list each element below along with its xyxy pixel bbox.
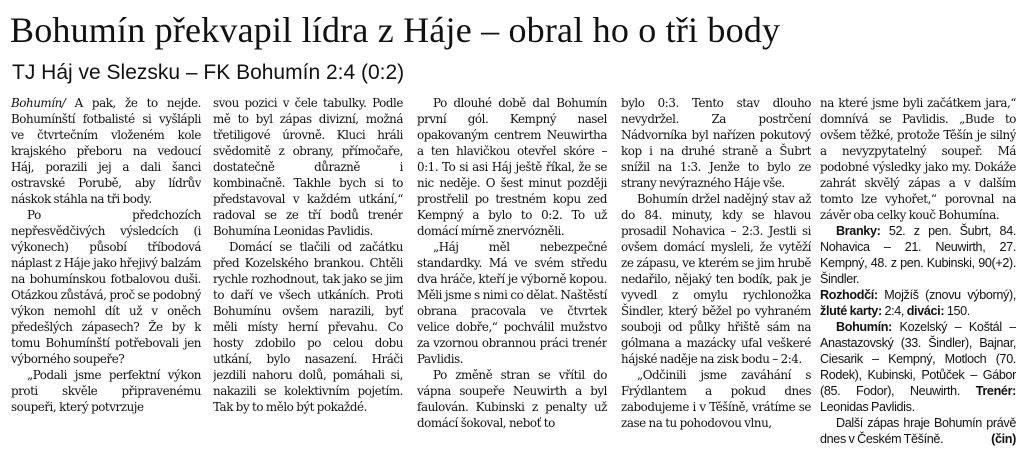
paragraph: Domácí se tlačili od začátku před Kozelského brankou. Chtěli rychle rozhodnout, tak jako se jim to daří ve všech utkáních. Proti Bohumínu ovšem narazili, byť měli místy herní převahu. Co hosty zdobilo po celou dobu utkání, bylo nasazení. Hráči jezdili nahoru dolů, pomáhali si, nakazili se kolektivním pojetím. Tak by to mělo být pokaždé. (213, 240, 403, 414)
match-facts-goals (820, 223, 1016, 287)
paragraph: Po předchozích nepřesvědčivých výsledcích (i výkonech) působí tříbodová náplast z Háje jako hřejivý balzám na bohumínskou fotbalovou duši. Otázkou zůstává, proč se podobný výkon nemohl dít už v oněch předešlých zápasech? Že by k tomu Bohumínští potřebovali jen výborného soupeře? (11, 208, 201, 366)
coach-label: Trenér: (975, 384, 1016, 398)
paragraph-text: A pak, že to nejde. Bohumínští fotbalisté si vyšlápli ve čtvrtečním vloženém kole krajského přeboru na vedoucí Háj, porazili jej a dali šanci ostravské Porubě, aby lídrův náskok stáhla na tři body. (11, 96, 201, 206)
coach-text: Leonidas Pavlidis. (820, 400, 915, 414)
referee-label: Rozhodčí: (820, 288, 878, 302)
lineup-label: Bohumín: (836, 320, 892, 334)
paragraph: bylo 0:3. Tento stav dlouho nevydržel. Za postrčení Nádvorníka byl nařízen pokutový kop i na druhé straně a Šubrt snížil na 1:3. Jenže to bylo ze strany nevýrazného Háje vše. (621, 96, 811, 190)
match-facts-officials (820, 287, 1016, 319)
paragraph (11, 95, 201, 207)
cards-text: 2:4, (881, 304, 905, 318)
paragraph: svou pozici v čele tabulky. Podle mě to byl zápas divizní, možná třetiligové úrovně. Kluci hráli svědomitě z obrany, přímočaře, dostatečně důrazně i kombinačně. Takhle bych si to představoval v každém utkání,“ radoval se ze tří bodů trenér Bohumína Leonidas Pavlidis. (213, 96, 403, 238)
spectators-text: 150. (944, 304, 970, 318)
article-headline: Bohumín překvapil lídra z Háje – obral ho o tři body (10, 10, 781, 50)
article-column-4 (621, 95, 811, 451)
author-signature: (čin) (991, 432, 1016, 446)
paragraph: Po dlouhé době dal Bohumín první gól. Kempný nasel opakovaným centrem Neuwirtha a ten hlavičkou otevřel skóre – 0:1. To si asi Háj ještě říkal, že se nic neděje. O šest minut později prostřelil po trestném kopu zeď Kempný a bylo to 0:2. To už domácí mírně znervózněli. (417, 96, 607, 238)
paragraph: „Odčinili jsme zaváhání s Frýdlantem a pokud dnes zabodujeme i v Těšíně, vrátíme se zase na tu pohodovou vlnu, (621, 368, 811, 430)
lineup-text: Kozelský – Koštál – Anastazovský (33. Šindler), Bajnar, Ciesarik – Kempný, Motloch (70. Rodek), Kubinski, Potůček – Gábor (85. Fodor), Neuwirth. (820, 320, 1016, 398)
cards-label: žluté karty: (820, 304, 882, 318)
next-match-note (820, 415, 1016, 447)
referee-text: Mojžíš (znovu výborný), (877, 288, 1016, 302)
article-column-1 (11, 95, 201, 451)
paragraph: Bohumín držel nadějný stav až do 84. minuty, kdy se hlavou prosadil Nohavica – 2:3. Jestli si ovšem domácí mysleli, že vytěží ze zápasu, ve kterém se jim hrubě nedařilo, nějaký ten bodík, pak je vyvedl z omylu rychlonožka Šindler, který běžel po vyhraném souboji od půlky hřiště sám na gólmana a mazácky ufal veškeré hájské naděje na zisk bodu – 2:4. (621, 192, 811, 366)
goals-label: Branky: (836, 224, 881, 238)
paragraph: na které jsme byli začátkem jara,“ domnívá se Pavlidis. „Bude to ovšem těžké, protože Těšín je silný a nevyzpytatelný soupeř. Má podobné výsledky jako my. Dokáže zahrát skvělý zápas a v dalším tomto lze vyhořet,“ porovnal na závěr oba celky kouč Bohumína. (820, 96, 1016, 222)
article-column-2 (213, 95, 403, 451)
match-subheading: TJ Háj ve Slezsku – FK Bohumín 2:4 (0:2) (12, 61, 405, 84)
match-facts-lineup (820, 319, 1016, 415)
next-match-text: Další zápas hraje Bohumín právě dnes v Českém Těšíně. (820, 416, 1016, 446)
article-column-5 (820, 95, 1016, 451)
paragraph: „Podali jsme perfektní výkon proti skvěle připravenému soupeři, který potvrzuje (11, 368, 201, 414)
article-column-3 (417, 95, 607, 451)
paragraph: Po změně stran se vřítil do vápna soupeře Neuwirth a byl faulován. Kubinski z penalty už domácí šokoval, neboť to (417, 368, 607, 430)
goals-text: 52. z pen. Šubrt, 84. Nohavica – 21. Neuwirth, 27. Kempný, 48. z pen. Kubinski, 90(+2). Šindler. (820, 224, 1016, 286)
dateline: Bohumín/ (11, 96, 66, 110)
paragraph: „Háj měl nebezpečné standardky. Má ve svém středu dva hráče, kteří je výborně kopou. Měli jsme s nimi co dělat. Naštěstí obrana pracovala ve čtvrtek velice dobře,“ pochválil mužstvo za vzornou obrannou práci trenér Pavlidis. (417, 240, 607, 366)
spectators-label: diváci: (906, 304, 945, 318)
